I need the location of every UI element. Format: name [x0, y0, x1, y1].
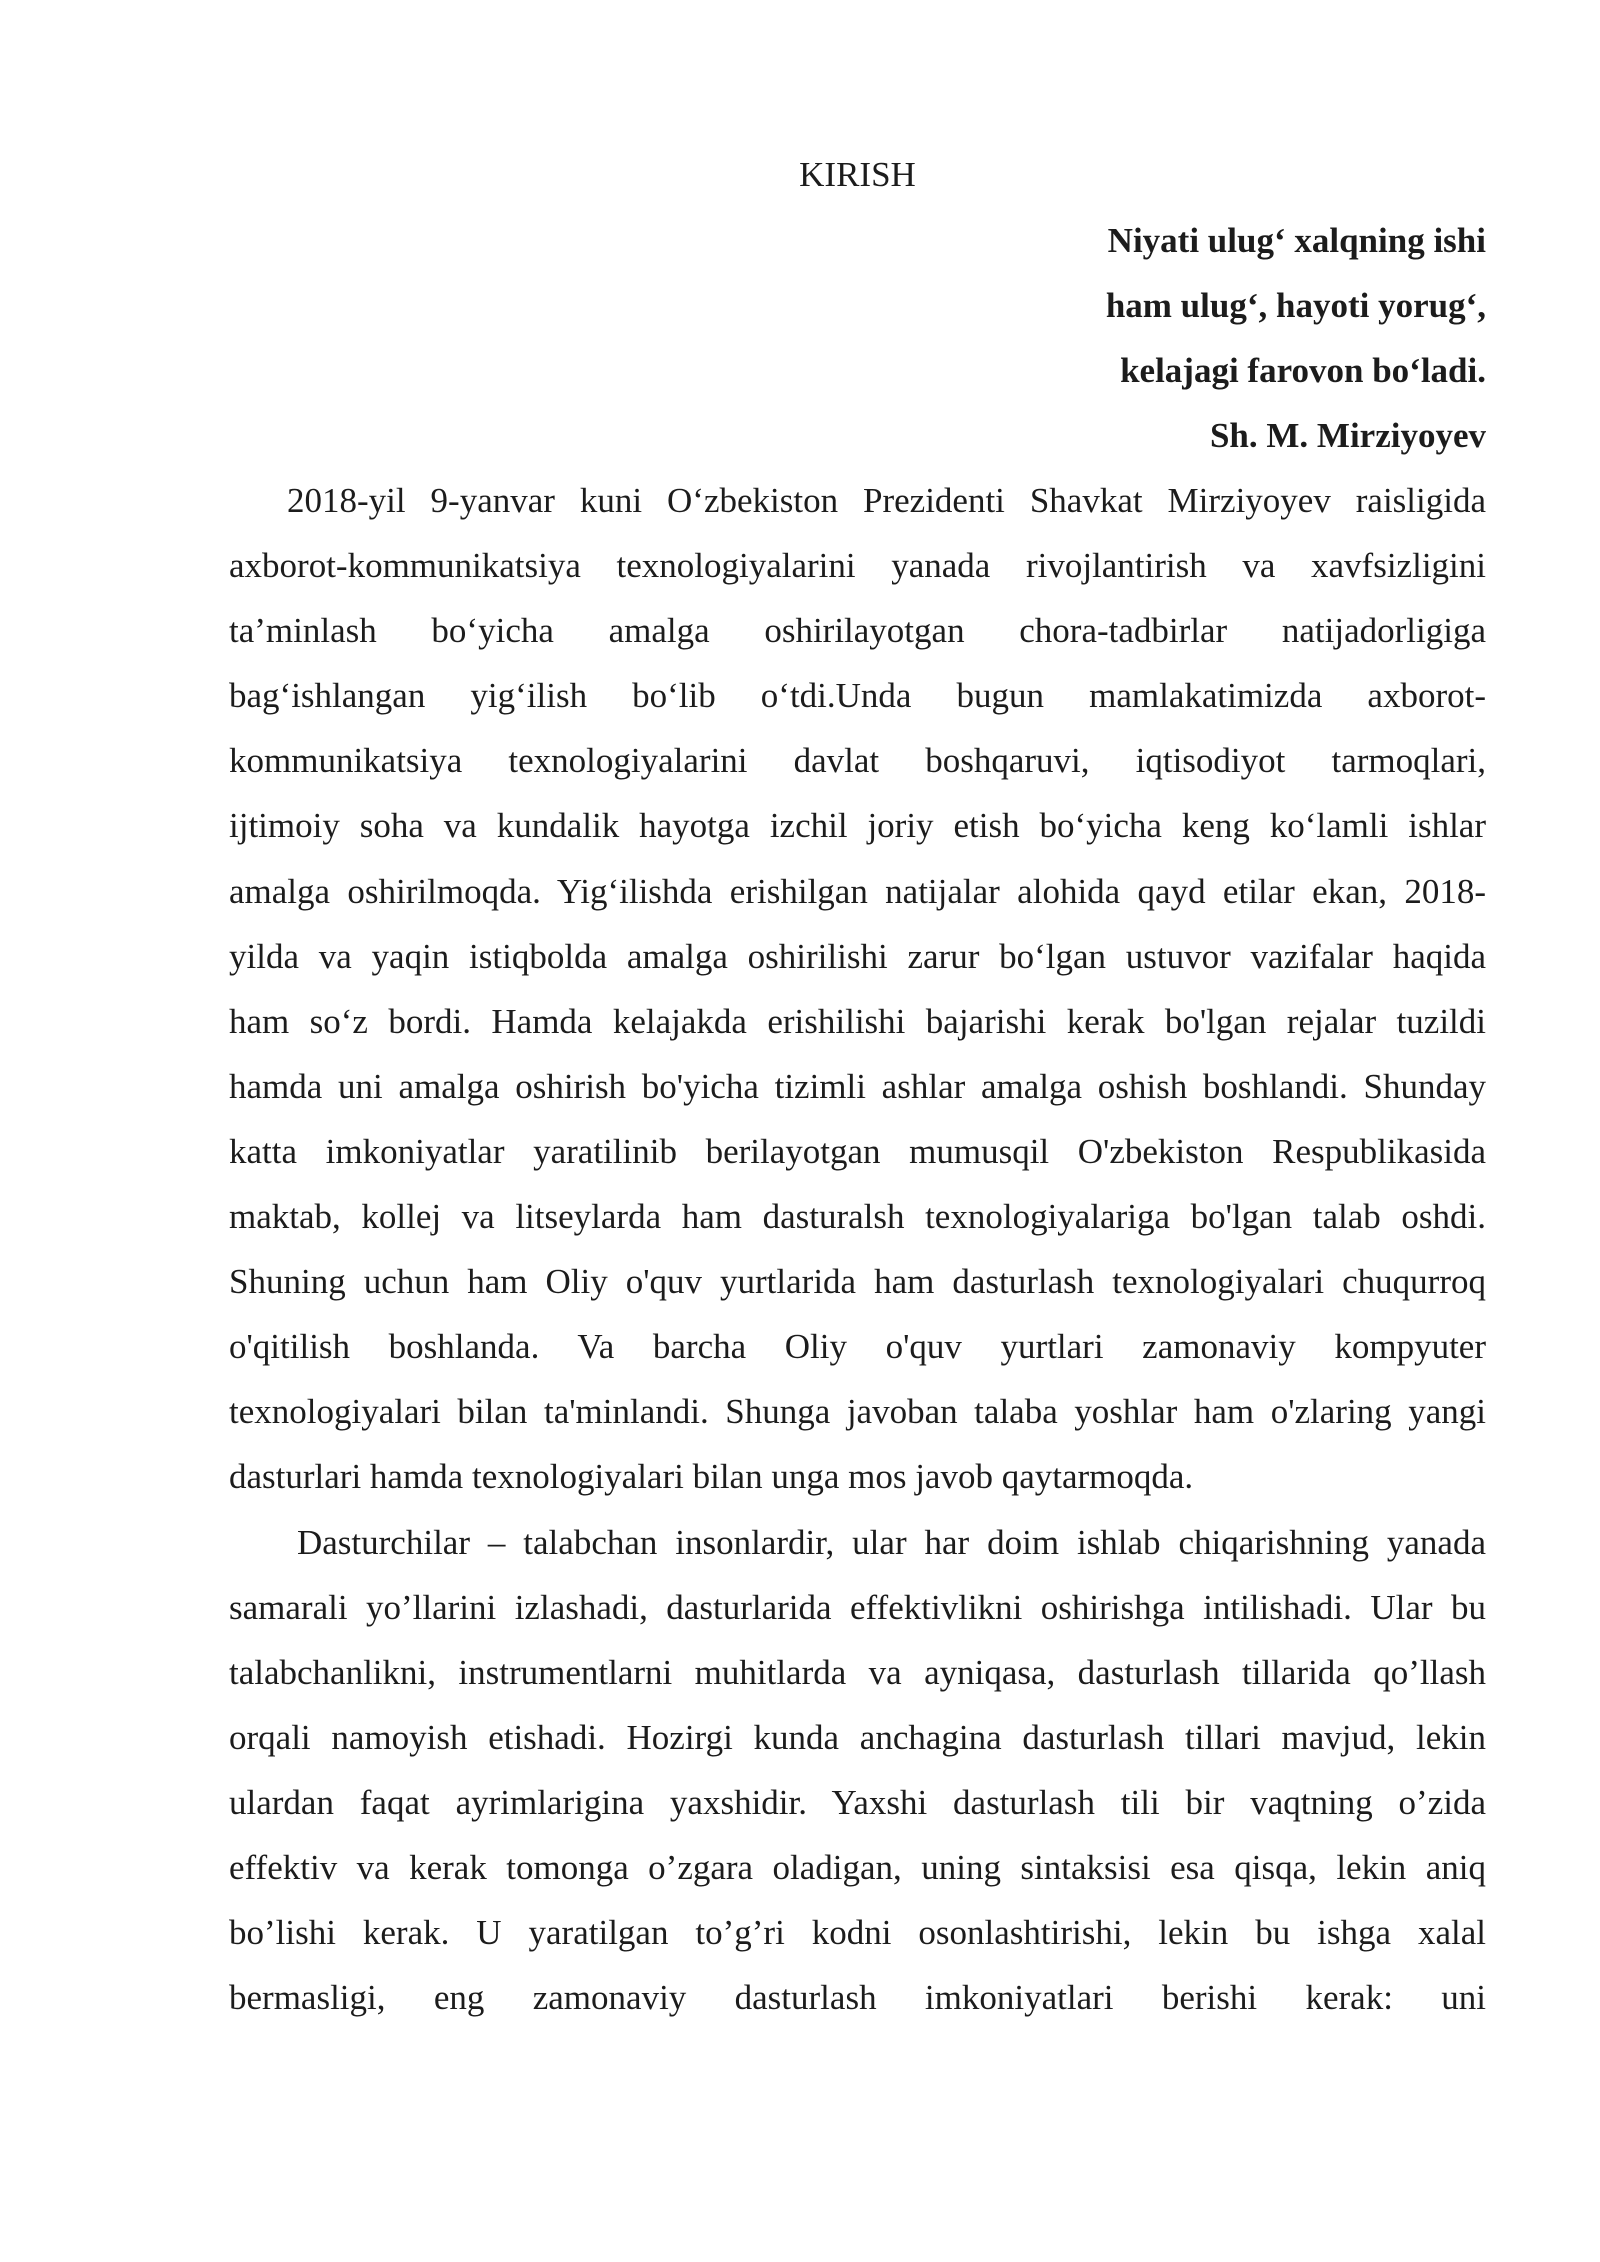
- paragraph-line: Dasturchilar – talabchan insonlardir, ular har doim ishlab chiqarishning yanada: [297, 1522, 1486, 1562]
- document-page: [229, 150, 1486, 2030]
- paragraph-line: bermasligi, eng zamonaviy dasturlash imkoniyatlari berishi kerak: uni: [229, 1978, 1486, 2018]
- page-title: KIRISH: [799, 155, 916, 194]
- paragraph-line: yilda va yaqin istiqbolda amalga oshirilishi zarur bo‘lgan ustuvor vazifalar haqida: [229, 936, 1486, 976]
- epigraph-line: ham ulug‘, hayoti yorug‘,: [1105, 286, 1486, 325]
- paragraph-line: talabchanlikni, instrumentlarni muhitlarda va ayniqasa, dasturlash tillarida qo’llash: [229, 1652, 1486, 1692]
- paragraph-line: kommunikatsiya texnologiyalarini davlat boshqaruvi, iqtisodiyot tarmoqlari,: [229, 741, 1486, 781]
- paragraph-line: bag‘ishlangan yig‘ilish bo‘lib o‘tdi.Unda bugun mamlakatimizda axborot-: [229, 676, 1486, 716]
- paragraph-line: orqali namoyish etishadi. Hozirgi kunda anchagina dasturlash tillari mavjud, lekin: [229, 1717, 1486, 1757]
- epigraph-author: Sh. M. Mirziyoyev: [1209, 416, 1486, 455]
- paragraph-line: o'qitilish boshlanda. Va barcha Oliy o'quv yurtlari zamonaviy kompyuter: [229, 1327, 1486, 1367]
- paragraph-line: axborot-kommunikatsiya texnologiyalarini yanada rivojlantirish va xavfsizligini: [229, 546, 1486, 586]
- paragraph-line: ulardan faqat ayrimlarigina yaxshidir. Yaxshi dasturlash tili bir vaqtning o’zida: [229, 1782, 1486, 1822]
- paragraph-1: [229, 468, 1486, 1510]
- paragraph-line: Shuning uchun ham Oliy o'quv yurtlarida ham dasturlash texnologiyalari chuqurroq: [229, 1262, 1486, 1302]
- paragraph-line: ijtimoiy soha va kundalik hayotga izchil joriy etish bo‘yicha keng ko‘lamli ishlar: [229, 806, 1486, 846]
- paragraph-line: ta’minlash bo‘yicha amalga oshirilayotgan chora-tadbirlar natijadorligiga: [229, 611, 1486, 651]
- paragraph-line: dasturlari hamda texnologiyalari bilan unga mos javob qaytarmoqda.: [229, 1457, 1194, 1497]
- paragraph-line: katta imkoniyatlar yaratilinib berilayotgan mumusqil O'zbekiston Respublikasida: [229, 1131, 1486, 1171]
- epigraph: [229, 208, 1486, 468]
- paragraph-2: [229, 1510, 1486, 2031]
- paragraph-line: hamda uni amalga oshirish bo'yicha tizimli ashlar amalga oshish boshlandi. Shunday: [229, 1066, 1486, 1106]
- paragraph-line: amalga oshirilmoqda. Yig‘ilishda erishilgan natijalar alohida qayd etilar ekan, 2018-: [229, 871, 1486, 911]
- epigraph-line: kelajagi farovon bo‘ladi.: [1120, 351, 1486, 390]
- paragraph-line: effektiv va kerak tomonga o’zgara oladigan, uning sintaksisi esa qisqa, lekin aniq: [229, 1847, 1486, 1887]
- paragraph-line: 2018-yil 9-yanvar kuni O‘zbekiston Prezidenti Shavkat Mirziyoyev raisligida: [287, 481, 1486, 520]
- paragraph-line: texnologiyalari bilan ta'minlandi. Shunga javoban talaba yoshlar ham o'zlaring yangi: [229, 1392, 1486, 1432]
- paragraph-line: maktab, kollej va litseylarda ham dasturalsh texnologiyalariga bo'lgan talab oshdi.: [229, 1197, 1486, 1237]
- paragraph-line: samarali yo’llarini izlashadi, dasturlarida effektivlikni oshirishga intilishadi. Ular bu: [229, 1587, 1486, 1627]
- paragraph-line: bo’lishi kerak. U yaratilgan to’g’ri kodni osonlashtirishi, lekin bu ishga xalal: [229, 1913, 1486, 1953]
- paragraph-line: ham so‘z bordi. Hamda kelajakda erishilishi bajarishi kerak bo'lgan rejalar tuzildi: [229, 1001, 1486, 1041]
- epigraph-line: Niyati ulug‘ xalqning ishi: [1107, 221, 1486, 260]
